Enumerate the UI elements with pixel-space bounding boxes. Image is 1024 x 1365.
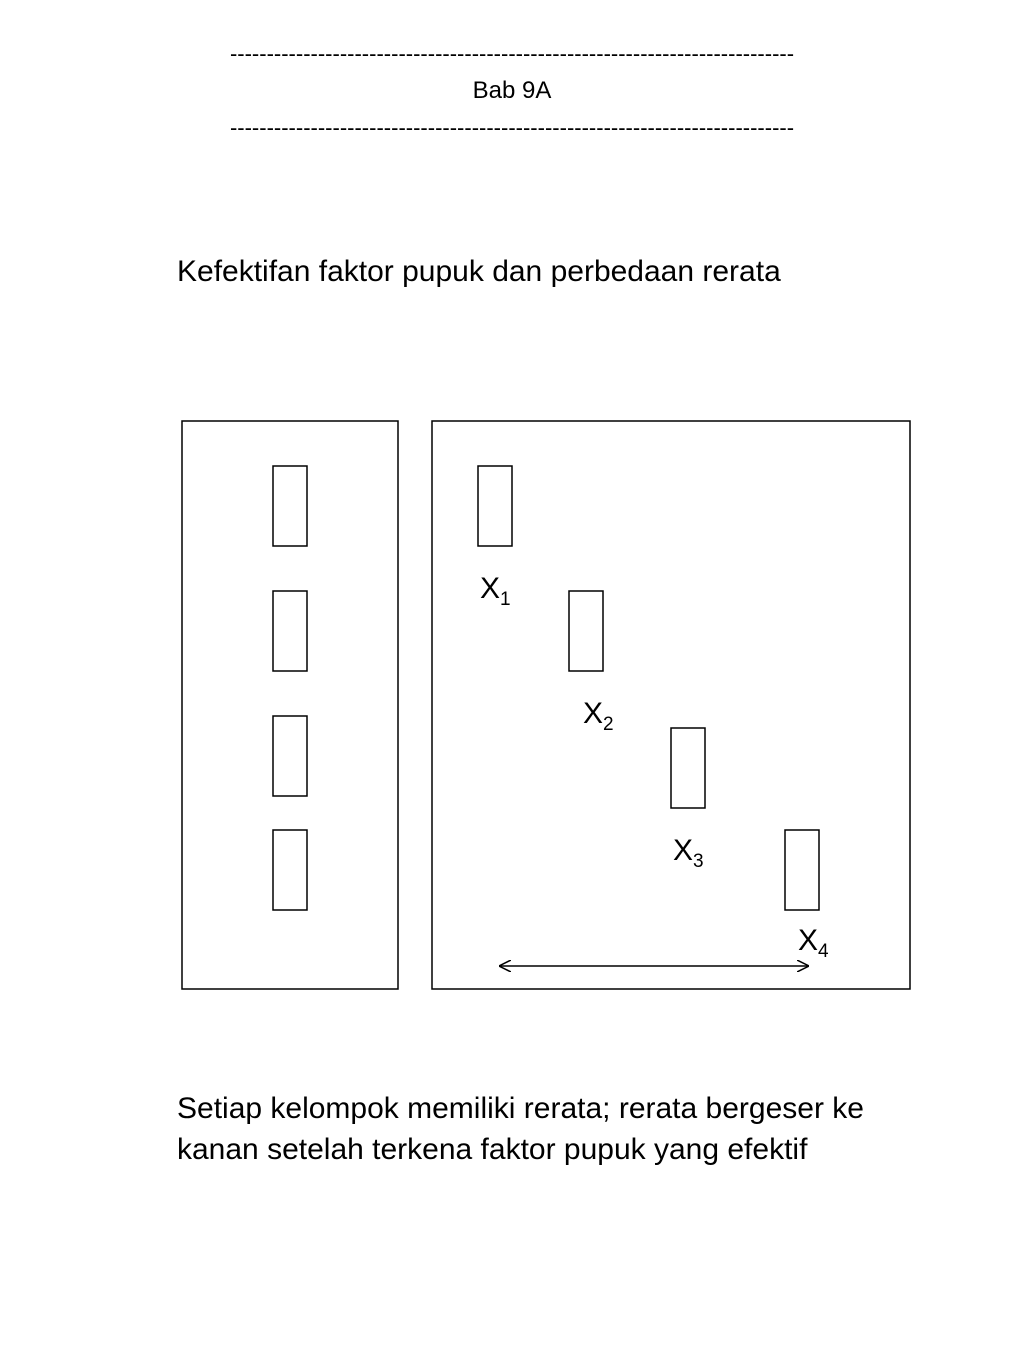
- left-group-box-1: [273, 466, 307, 546]
- mean-label-x3: $X_3$: [673, 834, 704, 872]
- mean-label-x1: $X_1$: [480, 572, 511, 610]
- caption-line-2: kanan setelah terkena faktor pupuk yang efektif: [177, 1133, 808, 1166]
- right-group-box-2: [569, 591, 603, 671]
- left-panel-frame: [182, 421, 398, 989]
- top-dashed-rule: -----------------------------------------------------------------------------: [229, 41, 795, 66]
- bottom-dashed-rule: -----------------------------------------------------------------------------: [229, 115, 795, 140]
- mean-label-x4: $X_4$: [798, 924, 829, 962]
- caption: [177, 1088, 864, 1170]
- chapter-heading: Bab 9A: [472, 77, 552, 104]
- page-title: Kefektifan faktor pupuk dan perbedaan rerata: [177, 255, 781, 288]
- right-group-box-4: [785, 830, 819, 910]
- mean-label-x2: $X_2$: [583, 697, 614, 735]
- caption-line-1: Setiap kelompok memiliki rerata; rerata bergeser ke: [177, 1092, 864, 1125]
- left-group-box-3: [273, 716, 307, 796]
- right-panel-frame: [432, 421, 910, 989]
- right-group-box-1: [478, 466, 512, 546]
- left-group-box-4: [273, 830, 307, 910]
- right-group-box-3: [671, 728, 705, 808]
- left-group-box-2: [273, 591, 307, 671]
